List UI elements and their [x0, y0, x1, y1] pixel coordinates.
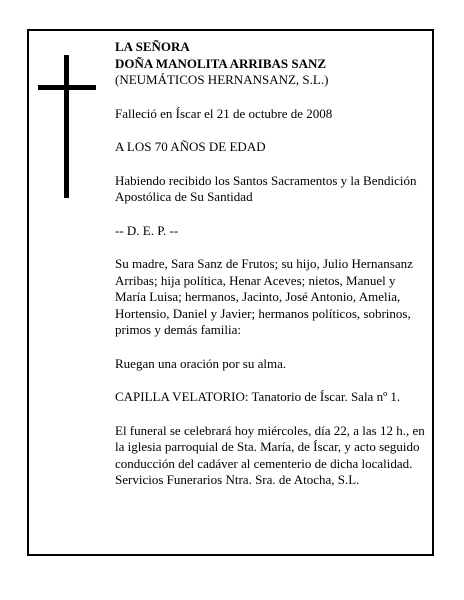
sacraments-notice: Habiendo recibido los Santos Sacramentos y la Bendición Apostólica de Su Santidad	[115, 172, 417, 204]
company-name: (NEUMÁTICOS HERNANSANZ, S.L.)	[115, 72, 329, 87]
prayer-request: Ruegan una oración por su alma.	[115, 355, 287, 371]
title-line: LA SEÑORA	[115, 39, 190, 54]
cross-icon-horizontal	[38, 85, 96, 90]
death-notice: Falleció en Íscar el 21 de octubre de 2008	[115, 105, 333, 121]
funeral-info: El funeral se celebrará hoy miércoles, día 22, a las 12 h., en la iglesia parroquial de Sta. María, de Íscar, y acto seguido conducción del cadáver al cementerio de dicha localidad.	[115, 422, 425, 471]
obituary-header	[115, 39, 427, 89]
cross-icon-vertical	[64, 55, 69, 198]
funeral-services: Servicios Funerarios Ntra. Sra. de Atocha, S.L.	[115, 472, 360, 487]
age-notice: A LOS 70 AÑOS DE EDAD	[115, 139, 266, 154]
chapel-info: CAPILLA VELATORIO: Tanatorio de Íscar. Sala nº 1.	[115, 389, 401, 404]
deceased-name: DOÑA MANOLITA ARRIBAS SANZ	[115, 55, 327, 71]
obituary-text	[115, 39, 427, 506]
rip-notice: -- D. E. P. --	[115, 222, 179, 238]
family-list: Su madre, Sara Sanz de Frutos; su hijo, Julio Hernansanz Arribas; hija política, Henar Aceves; nietos, Manuel y María Luisa; hermanos, Jacinto, José Antonio, Amelia, Hortensio, Daniel y Javier; hermanos políticos, sobrinos, primos y demás familia:	[115, 256, 413, 337]
